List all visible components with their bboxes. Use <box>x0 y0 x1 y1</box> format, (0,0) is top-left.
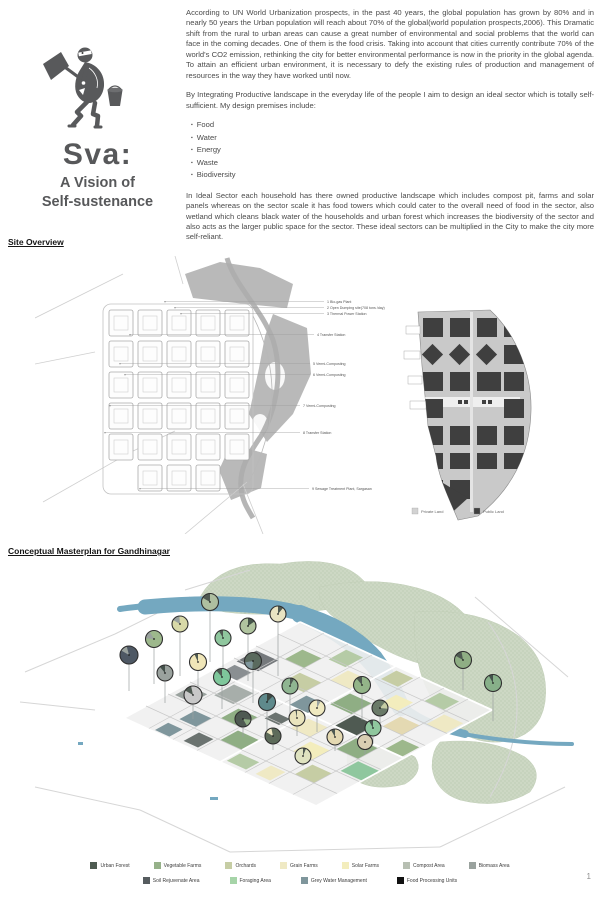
intro-paragraph-2: By Integrating Productive landscape in the everyday life of the people I aim to design an ideal sector which is totally self-sufficient. My design premises include: <box>186 90 594 110</box>
map-annotation-label: 4 Transfer Station <box>317 333 346 337</box>
map-annotation-label: 5 Vermi-Composting <box>313 362 346 366</box>
legend-swatch <box>225 862 232 869</box>
legend-swatch <box>342 862 349 869</box>
brand-block <box>15 140 180 212</box>
legend-item <box>154 862 202 869</box>
legend-label: Grey Water Management <box>310 877 367 884</box>
map-annotation-label: 1 Bio-gas Plant <box>327 300 352 304</box>
legend-label: Vegetable Farms <box>163 862 202 869</box>
landuse-pie <box>120 646 138 691</box>
premise-item: ▪ Biodiversity <box>191 170 594 180</box>
legend-item <box>143 877 200 884</box>
subtitle-line2: Self-sustenance <box>41 193 154 210</box>
intro-text <box>186 8 594 252</box>
map-annotation-label: 8 Transfer Station <box>303 431 332 435</box>
central-road <box>470 312 473 512</box>
intro-paragraph-3: In Ideal Sector each household has there owned productive landscape which includes compost pit, farms and solar panels whereas on the sector scale it has food towers which could cater to the overall need of food in the sector, also wetland which cleans black water of the households and urban forest which increases the biodiversity of the sector and also acts as the larger public space for the sector. These ideal sectors can be multiplied in the City to make the city more self-reliant. <box>186 190 594 242</box>
legend-item <box>469 862 510 869</box>
land-ownership-map <box>398 306 543 526</box>
premise-item: ▪ Waste <box>191 158 594 168</box>
map-annotation-label: 6 Vermi-Composting <box>313 373 346 377</box>
legend-item <box>230 877 271 884</box>
legend-label: Food Processing Units <box>406 877 458 884</box>
legend-item <box>397 877 457 884</box>
legend-swatch <box>301 877 308 884</box>
legend-swatch <box>90 862 97 869</box>
premise-item: ▪ Energy <box>191 145 594 155</box>
legend-item <box>225 862 256 869</box>
legend-swatch <box>469 862 476 869</box>
map-annotation-label: 2 Open Dumping site(708 tons /day) <box>327 306 385 310</box>
legend-swatch <box>397 877 404 884</box>
land-legend-label: Private Land <box>421 509 444 514</box>
legend-label: Biomass Area <box>478 862 510 869</box>
legend-swatch <box>143 877 150 884</box>
page-subtitle <box>15 174 180 212</box>
legend-label: Soil Rejuvenate Area <box>152 877 200 884</box>
map-annotation-label: 9 Sewage Treatment Plant, Sargasan <box>312 487 372 491</box>
legend-label: Foraging Area <box>239 877 271 884</box>
legend-item <box>342 862 379 869</box>
subtitle-line1: A Vision of <box>60 175 135 191</box>
masterplan-illustration <box>20 552 580 860</box>
site-overview-heading: Site Overview <box>8 237 64 247</box>
bucket-icon <box>107 86 122 106</box>
figure-body <box>69 48 104 128</box>
legend-item <box>280 862 318 869</box>
legend-swatch <box>154 862 161 869</box>
map-annotation-label: 7 Vermi-Composting <box>303 404 336 408</box>
legend-label: Urban Forest <box>100 862 130 869</box>
legend-item <box>301 877 367 884</box>
masterplan-legend-row-2 <box>0 877 600 884</box>
masterplan-heading: Conceptual Masterplan for Gandhinagar <box>8 546 170 556</box>
map-annotation-label: 3 Thermal Power Station <box>327 312 367 316</box>
page-title: Sva: <box>62 138 133 171</box>
premise-item: ▪ Food <box>191 120 594 130</box>
legend-swatch <box>403 862 410 869</box>
legend-item <box>90 862 129 869</box>
legend-swatch <box>230 877 237 884</box>
legend-item <box>403 862 445 869</box>
site-map-gandhinagar <box>35 256 415 534</box>
legend-swatch <box>280 862 287 869</box>
masterplan-legend-row-1 <box>0 862 600 869</box>
legend-label: Compost Area <box>413 862 445 869</box>
legend-label: Solar Farms <box>351 862 380 869</box>
digger-figure-illustration <box>35 40 130 132</box>
premise-item: ▪ Water <box>191 133 594 143</box>
intro-paragraph-1: According to UN World Urbanization prospects, in the past 40 years, the global population has grown by 80% and in nearly 50 years the Urban population will reach about 70% of the global(world population prospects,2006). This Dramatic shift from the rural to urban areas can cause a great number of environmental and social problems that the world can face in the coming decades. One of them is the food crisis. Taking into account that cities currently contribute 70% of the world's CO2 emission, rethinking the city for better environmental performance is now in the priority in the global agenda. To attain an efficient urban environment, it is necessary to defy the existing rules of production and management of resources in the way they have worked until now. <box>186 8 594 80</box>
legend-label: Grain Farms <box>290 862 318 869</box>
landuse-pie <box>202 594 219 663</box>
land-legend-label: Public Land <box>483 509 504 514</box>
design-premises-list <box>191 120 594 180</box>
legend-label: Orchards <box>235 862 256 869</box>
page-number: 1 <box>586 872 591 881</box>
landuse-pie <box>172 616 188 676</box>
